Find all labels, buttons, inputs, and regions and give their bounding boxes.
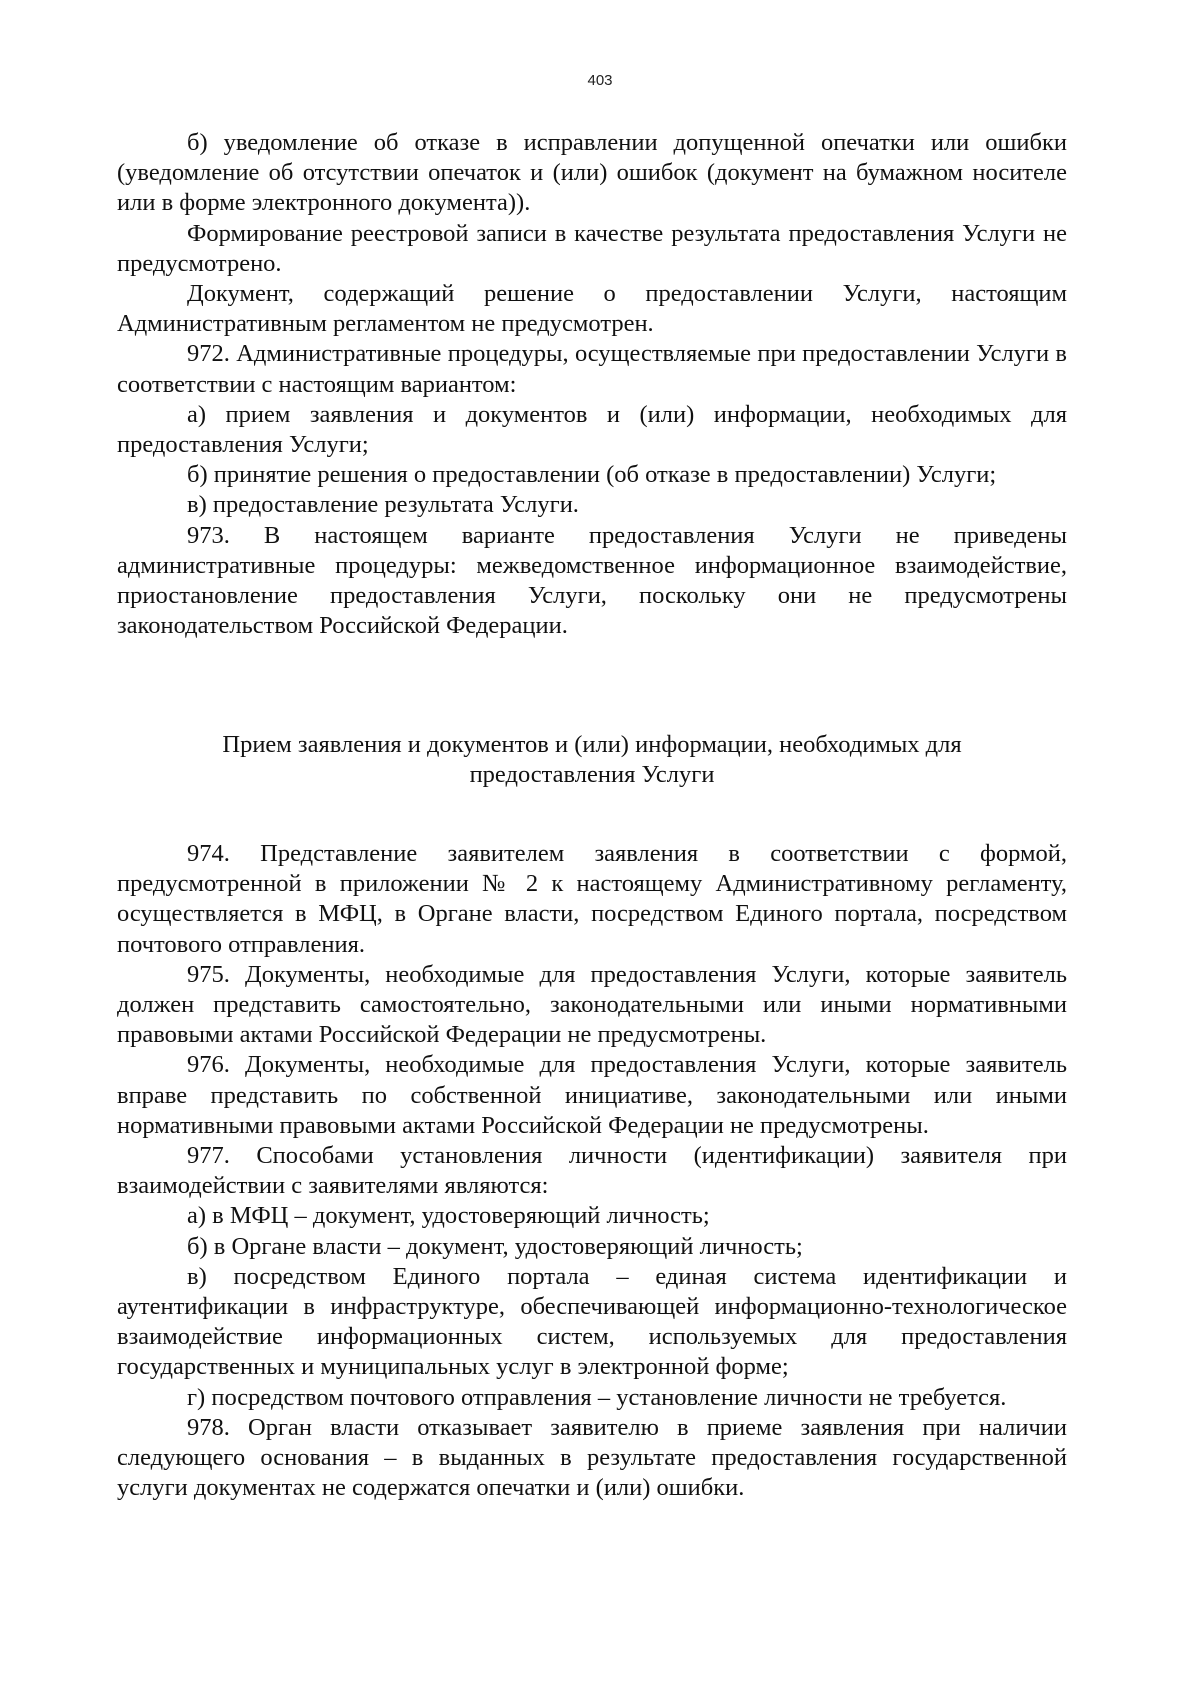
paragraph: 978. Орган власти отказывает заявителю в приеме заявления при наличии следующего основания – в выданных в результате предоставления государственной услуги документах не содержатся опечатки и (или) ошибки.: [117, 1413, 1067, 1502]
paragraph: 976. Документы, необходимые для предоставления Услуги, которые заявитель вправе представить по собственной инициативе, законодательными или иными нормативными правовыми актами Российской Федерации не предусмотрены.: [117, 1051, 1067, 1139]
paragraph: б) в Органе власти – документ, удостоверяющий личность;: [187, 1232, 803, 1260]
section-heading-line-1: Прием заявления и документов и (или) информации, необходимых для: [222, 731, 962, 758]
text-section-lower: [117, 839, 1067, 1503]
paragraph: а) прием заявления и документов и (или) информации, необходимых для предоставления Услуги;: [117, 400, 1067, 459]
paragraph: 977. Способами установления личности (идентификации) заявителя при взаимодействии с заявителями являются:: [117, 1142, 1067, 1200]
paragraph: а) в МФЦ – документ, удостоверяющий личность;: [187, 1202, 710, 1230]
paragraph: б) принятие решения о предоставлении (об отказе в предоставлении) Услуги;: [187, 461, 997, 489]
paragraph: 973. В настоящем варианте предоставления Услуги не приведены административные процедуры: межведомственное информационное взаимодействие, приостановление предоставления Услуги, поскольку они не предусмотрены законодательством Российской Федерации.: [117, 521, 1067, 640]
paragraph: г) посредством почтового отправления – установление личности не требуется.: [187, 1383, 1007, 1411]
paragraph: Документ, содержащий решение о предоставлении Услуги, настоящим Административным регламентом не предусмотрен.: [117, 280, 1067, 338]
paragraph: в) предоставление результата Услуги.: [187, 491, 579, 519]
paragraph: в) посредством Единого портала – единая система идентификации и аутентификации в инфраструктуре, обеспечивающей информационно-технологическое взаимодействие информационных систем, используемых для предоставления государственных и муниципальных услуг в электронной форме;: [117, 1262, 1067, 1381]
text-section-upper: [117, 128, 1067, 641]
page-number: 403: [587, 72, 613, 89]
section-heading-line-2: предоставления Услуги: [469, 761, 715, 789]
section-heading: [117, 730, 1067, 790]
paragraph: 972. Административные процедуры, осуществляемые при предоставлении Услуги в соответствии с настоящим вариантом:: [117, 340, 1067, 398]
paragraph: 974. Представление заявителем заявления в соответствии с формой, предусмотренной в приложении № 2 к настоящему Административному регламенту, осуществляется в МФЦ, в Органе власти, посредством Единого портала, посредством почтового отправления.: [117, 840, 1067, 958]
paragraph: 975. Документы, необходимые для предоставления Услуги, которые заявитель должен представить самостоятельно, законодательными или иными нормативными правовыми актами Российской Федерации не предусмотрены.: [117, 960, 1067, 1049]
paragraph: б) уведомление об отказе в исправлении допущенной опечатки или ошибки (уведомление об отсутствии опечаток и (или) ошибок (документ на бумажном носителе или в форме электронного документа)).: [117, 129, 1067, 217]
paragraph: Формирование реестровой записи в качестве результата предоставления Услуги не предусмотрено.: [117, 219, 1067, 277]
